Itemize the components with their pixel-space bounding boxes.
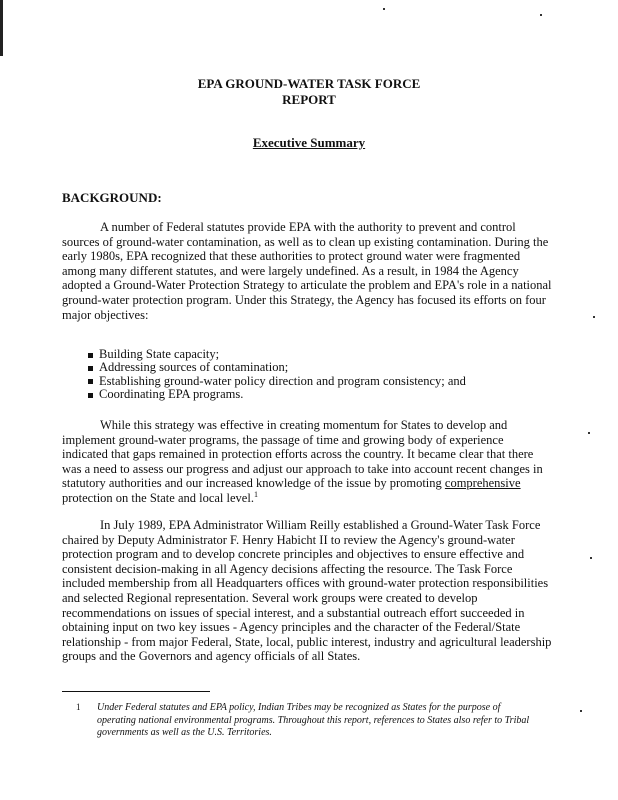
bullet-icon [88,379,93,384]
footnote-text: Under Federal statutes and EPA policy, Indian Tribes may be recognized as States for the purpose of operating national environmental programs. Throughout this report, references to States also refer to Tribal governments as well as the U.S. Territories. [97,702,530,738]
bullet-icon [88,353,93,358]
objective-item [88,361,466,374]
executive-summary-heading: Executive Summary [252,135,366,150]
paragraph2-text: While this strategy was effective in creating momentum for States to develop and implement ground-water programs, the passage of time and growing body of experience indicated that gaps remained in protection efforts across the country. It became clear that there was a need to assess our progress and adjust our approach to take into account recent changes in statutory authorities and our increased knowledge of the issue by promoting [62,418,543,491]
background-paragraph-2 [62,418,552,506]
objective-item [88,348,466,361]
document-title-line1: EPA GROUND-WATER TASK FORCE [197,76,421,91]
objective-text: Establishing ground-water policy direction and program consistency; and [99,373,466,388]
document-title-line2: REPORT [282,92,336,107]
objectives-list [88,348,466,402]
background-paragraph-1: A number of Federal statutes provide EPA with the authority to prevent and control sources of ground-water contamination, as well as to clean up existing contamination. During the early 1980s, EPA recognized that these authorities to protect ground water were fragmented among many different statutes, and were largely undefined. As a result, in 1984 the Agency adopted a Ground-Water Protection Strategy to articulate the problem and EPA's role in a national ground-water protection program. Under this Strategy, the Agency has focused its efforts on four major objectives: [62,220,552,322]
paragraph2-tail: protection on the State and local level. [62,490,254,505]
scan-edge-mark [0,0,3,56]
footnote-reference: 1 [253,489,258,499]
objective-item [88,375,466,388]
scan-speck [588,432,590,434]
bullet-icon [88,366,93,371]
objective-text: Building State capacity; [99,347,220,361]
scan-speck [580,710,582,712]
comprehensive-underlined: comprehensive [444,476,521,491]
bullet-icon [88,393,93,398]
footnote-divider [62,691,210,692]
background-heading: BACKGROUND: [62,190,162,205]
scan-speck [383,8,385,10]
objective-text: Addressing sources of contamination; [99,360,289,375]
scan-speck [540,14,542,16]
scan-speck [593,316,595,318]
objective-text: Coordinating EPA programs. [99,387,244,402]
scan-speck [590,557,592,559]
objective-item [88,388,466,401]
footnote-number: 1 [76,702,81,712]
background-paragraph-3: In July 1989, EPA Administrator William Reilly established a Ground-Water Task Force chaired by Deputy Administrator F. Henry Habicht II to review the Agency's ground-water protection program and to develop concrete principles and objectives to ensure effective and consistent decision-making in all Agency decisions affecting the resource. The Task Force included membership from all Headquarters offices with ground-water protection responsibilities and selected Regional representation. Several work groups were created to develop recommendations on issues of special interest, and a substantial outreach effort succeeded in obtaining input on two key issues - Agency principles and the character of the Federal/State relationship - from major Federal, State, local, public interest, industry and agricultural leadership groups and the Governors and agency officials of all States. [62,518,552,664]
